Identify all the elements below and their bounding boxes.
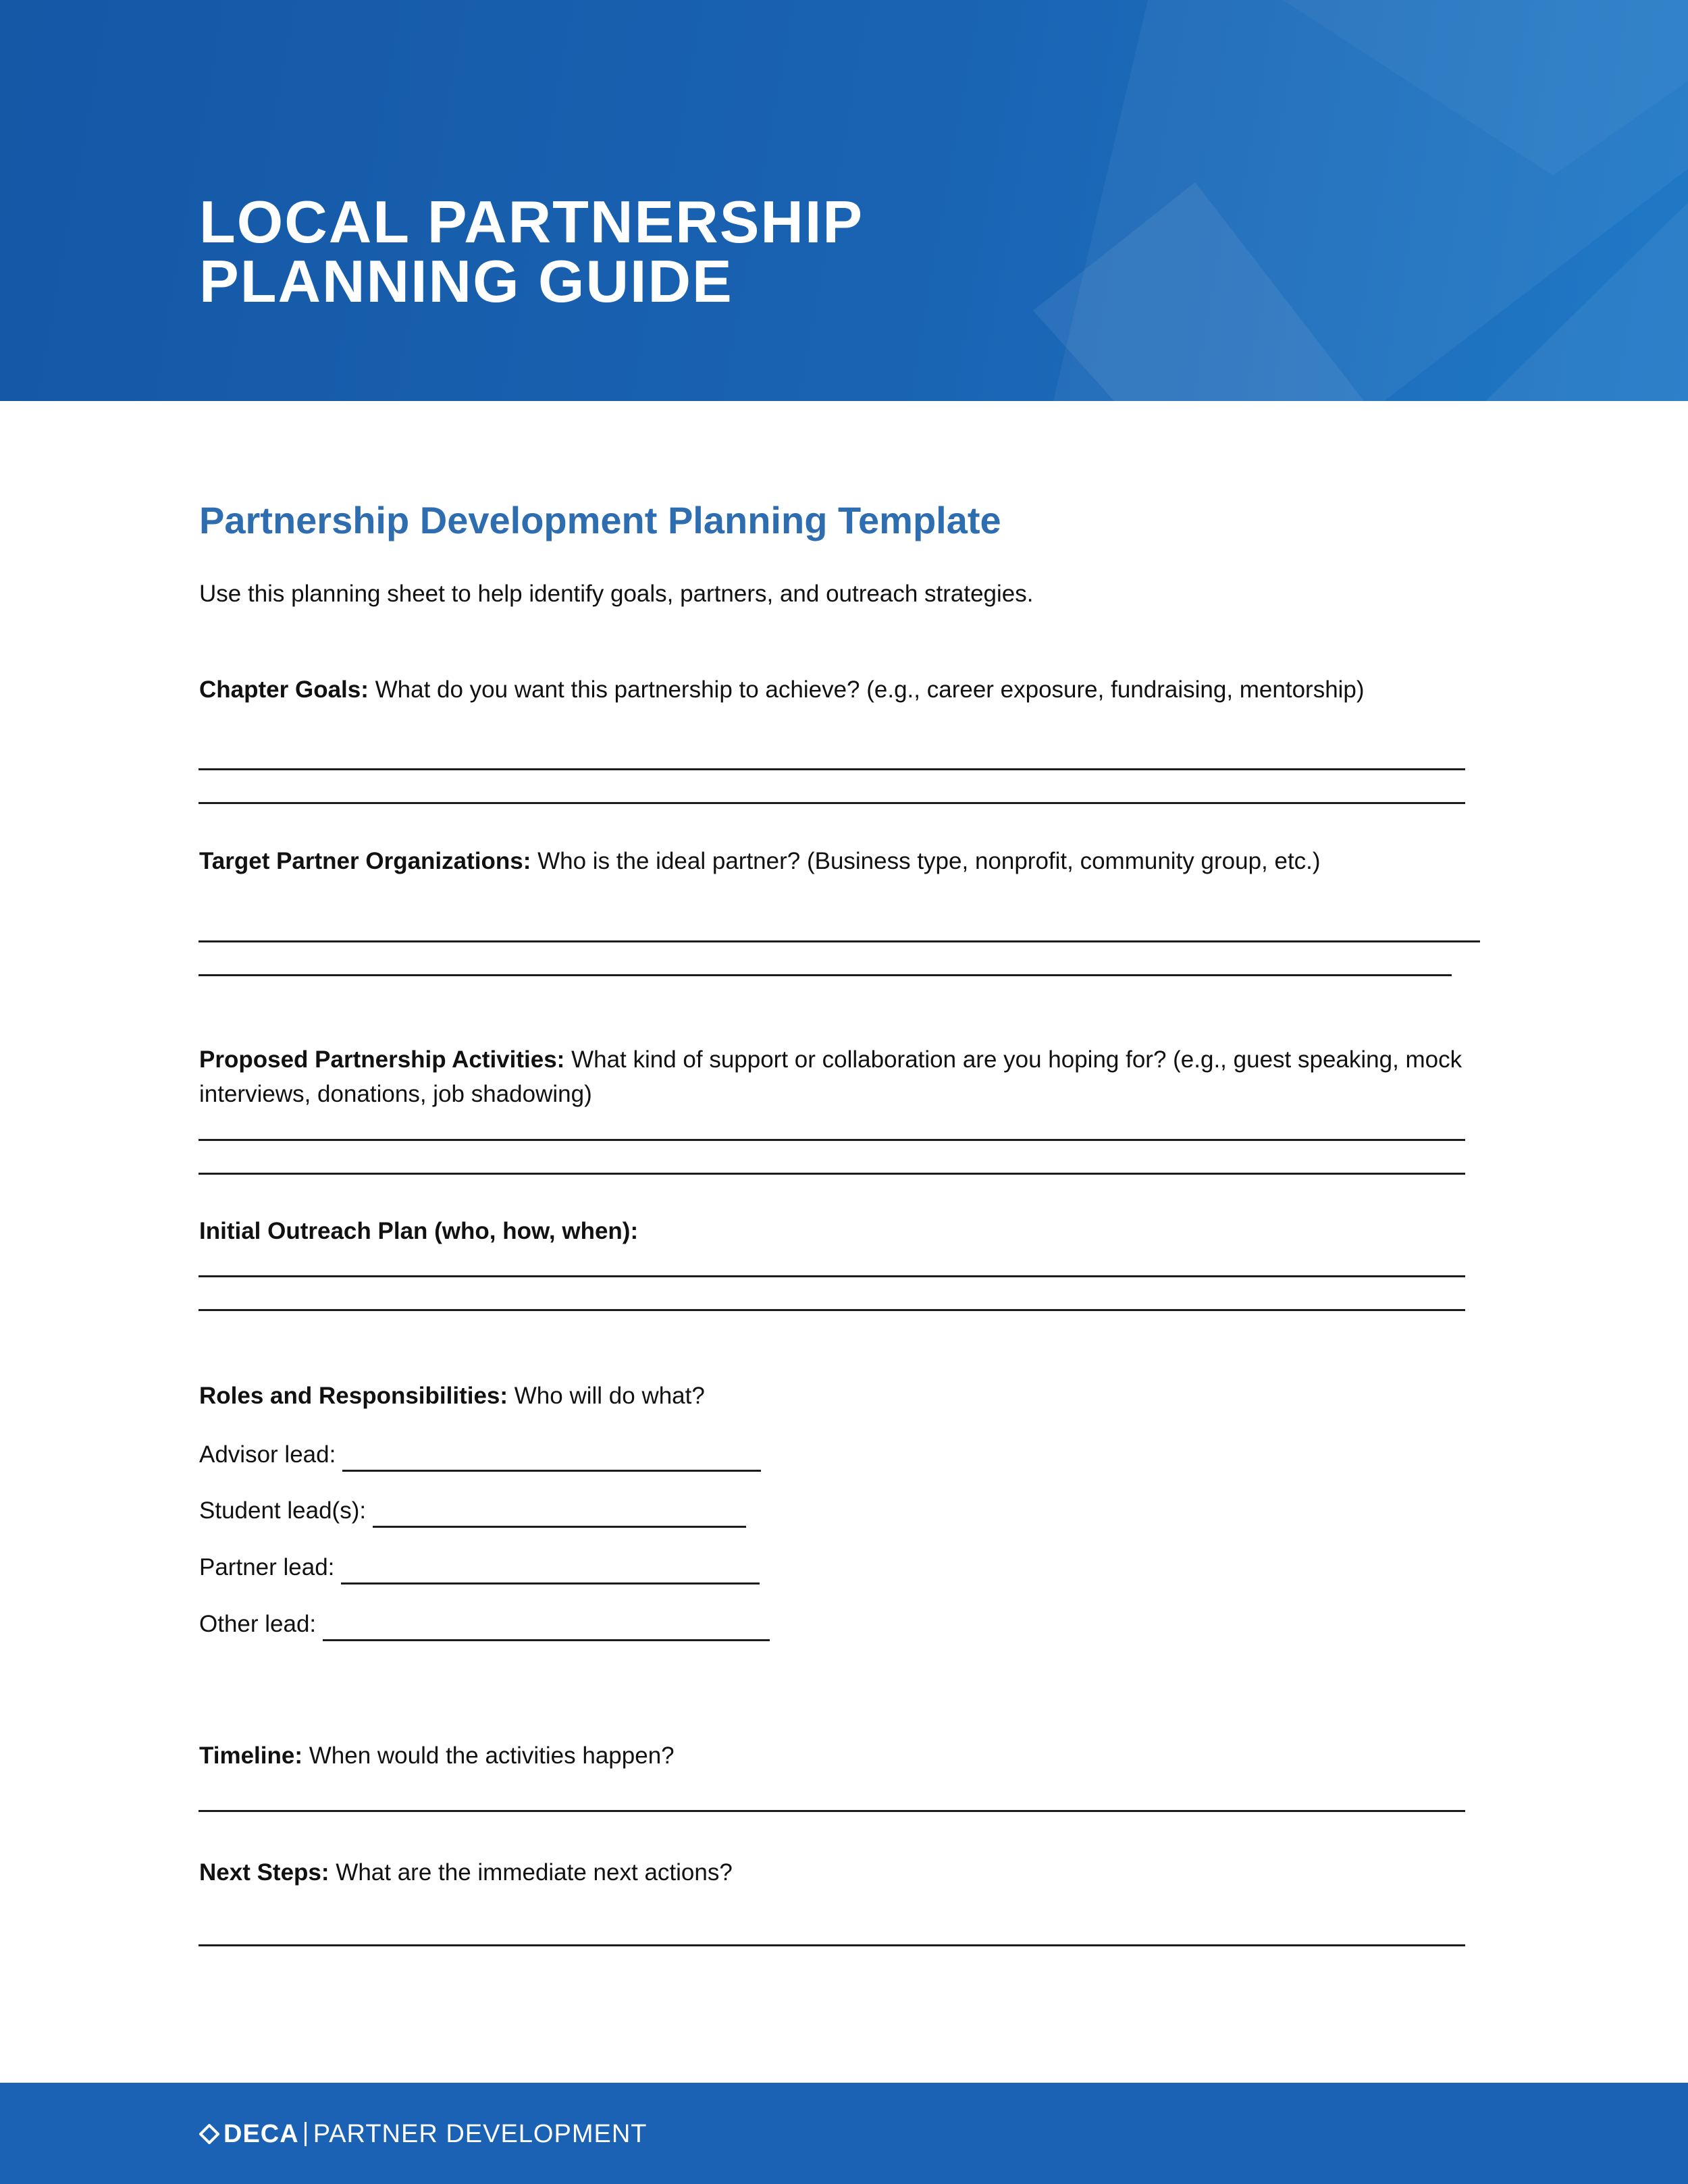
deca-diamond-icon <box>199 2124 219 2144</box>
chapter-goals-question <box>199 672 1482 707</box>
document-title-line2: PLANNING GUIDE <box>199 248 733 315</box>
outreach-plan-answer-line-1[interactable] <box>199 1275 1465 1277</box>
student-lead-label: Student lead(s): <box>199 1497 367 1524</box>
target-partners-label: Target Partner Organizations: <box>199 848 531 874</box>
proposed-activities-answer-line-2[interactable] <box>199 1173 1465 1175</box>
footer-band <box>0 2083 1688 2184</box>
outreach-plan-label: Initial Outreach Plan (who, how, when): <box>199 1218 639 1244</box>
outreach-plan-answer-line-2[interactable] <box>199 1309 1465 1311</box>
chapter-goals-label: Chapter Goals: <box>199 676 369 703</box>
proposed-activities-label: Proposed Partnership Activities: <box>199 1046 565 1073</box>
student-lead-row <box>199 1487 746 1528</box>
next-steps-question <box>199 1855 1482 1890</box>
chapter-goals-answer-line-1[interactable] <box>199 768 1465 770</box>
next-steps-answer-line[interactable] <box>199 1944 1465 1946</box>
advisor-lead-label: Advisor lead: <box>199 1441 336 1468</box>
target-partners-answer-line-2[interactable] <box>199 974 1452 976</box>
target-partners-question <box>199 844 1482 878</box>
header-band <box>0 0 1688 401</box>
roles-question <box>199 1379 1482 1413</box>
advisor-lead-row <box>199 1431 761 1472</box>
next-steps-label: Next Steps: <box>199 1859 329 1886</box>
document-title <box>199 188 864 315</box>
other-lead-label: Other lead: <box>199 1611 317 1637</box>
target-partners-text: Who is the ideal partner? (Business type, nonprofit, community group, etc.) <box>531 848 1321 874</box>
other-lead-row <box>199 1601 770 1641</box>
footer-divider <box>305 2122 307 2146</box>
partner-lead-row <box>199 1544 760 1584</box>
proposed-activities-question <box>199 1042 1482 1111</box>
timeline-question <box>199 1738 1482 1773</box>
timeline-label: Timeline: <box>199 1742 303 1769</box>
advisor-lead-field[interactable] <box>342 1444 761 1472</box>
student-lead-field[interactable] <box>373 1500 746 1528</box>
outreach-plan-question <box>199 1214 1482 1248</box>
timeline-answer-line[interactable] <box>199 1810 1465 1812</box>
target-partners-answer-line-1[interactable] <box>199 940 1480 942</box>
roles-label: Roles and Responsibilities: <box>199 1383 508 1409</box>
timeline-text: When would the activities happen? <box>302 1742 675 1769</box>
other-lead-field[interactable] <box>323 1614 770 1641</box>
partner-lead-field[interactable] <box>341 1557 760 1584</box>
proposed-activities-text: What kind of support or collaboration are you hoping for? (e.g., guest speaking, mock interviews, donations, job shadowing) <box>199 1046 1462 1107</box>
next-steps-text: What are the immediate next actions? <box>329 1859 733 1886</box>
proposed-activities-answer-line-1[interactable] <box>199 1139 1465 1141</box>
document-title-line1: LOCAL PARTNERSHIP <box>199 188 864 255</box>
partner-lead-label: Partner lead: <box>199 1554 335 1580</box>
deca-logo-text: DECA <box>223 2119 299 2148</box>
chapter-goals-answer-line-2[interactable] <box>199 802 1465 804</box>
section-title: Partnership Development Planning Template <box>199 499 1001 541</box>
chapter-goals-text: What do you want this partnership to achieve? (e.g., career exposure, fundraising, mentorship) <box>368 676 1365 703</box>
footer-brand <box>199 2115 648 2153</box>
intro-text: Use this planning sheet to help identify goals, partners, and outreach strategies. <box>199 581 1034 607</box>
footer-subtitle: PARTNER DEVELOPMENT <box>313 2119 648 2148</box>
roles-text: Who will do what? <box>508 1383 705 1409</box>
